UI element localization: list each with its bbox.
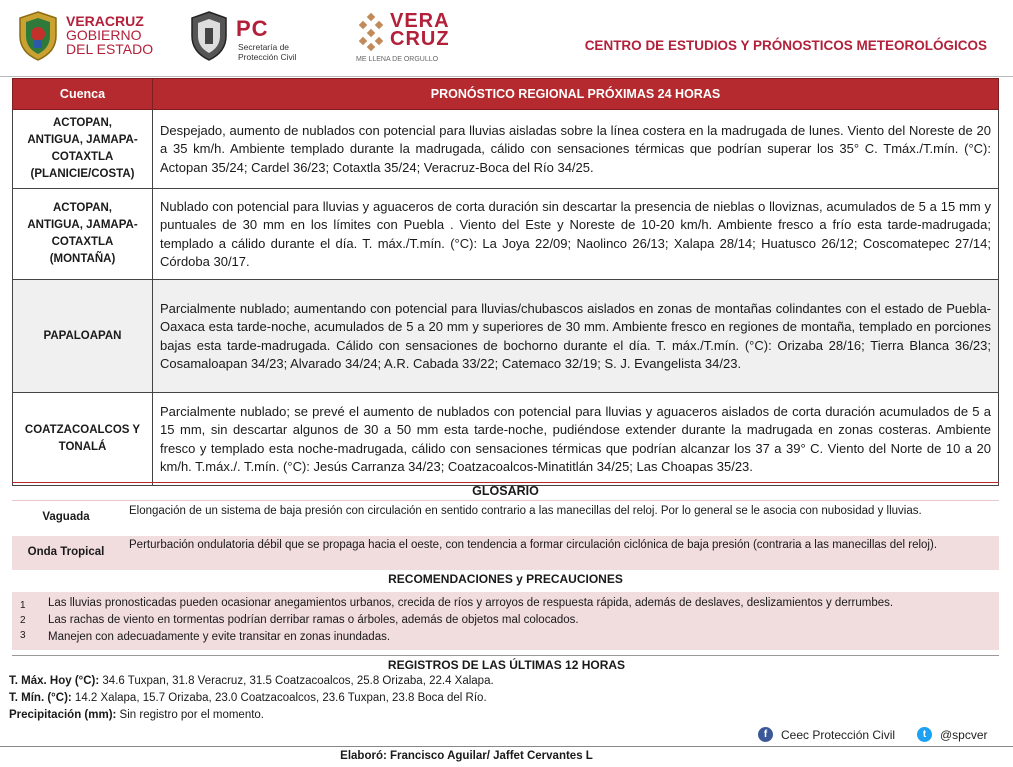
basin-line: PAPALOAPAN xyxy=(43,329,122,342)
glossary-item xyxy=(12,500,999,536)
gobierno-text xyxy=(66,14,153,56)
veracruz-tagline: ME LLENA DE ORGULLO xyxy=(356,56,439,63)
list-item-text: Las lluvias pronosticadas pueden ocasionar anegamientos urbanos, crecida de ríos y arroyos de respuesta rápida, además de deslaves, deslizamientos y derrumbes. xyxy=(48,597,894,609)
divider xyxy=(12,655,999,656)
forecast-table xyxy=(12,78,999,486)
veracruz-wordmark xyxy=(390,12,450,48)
table-row xyxy=(13,189,999,280)
twitter-icon: t xyxy=(917,727,932,742)
basin-line: COTAXTLA xyxy=(51,236,114,248)
records-tmax xyxy=(9,675,494,687)
basin-line: COTAXTLA xyxy=(51,151,114,163)
records-tmin-label: T. Mín. (°C): xyxy=(9,692,72,704)
basin-cell xyxy=(13,189,153,280)
list-item-text: Manejen con adecuadamente y evite transitar en zonas inundadas. xyxy=(48,631,391,643)
records-tmin-value: 14.2 Xalapa, 15.7 Orizaba, 23.0 Coatzacoalcos, 23.6 Tuxpan, 23.8 Boca del Río. xyxy=(71,692,487,704)
glossary-definition: Perturbación ondulatoria débil que se propaga hacia el oeste, con tendencia a formar circulación ciclónica de baja presión (contraria a las manecillas del reloj). xyxy=(129,539,938,551)
pc-subtitle xyxy=(238,42,297,62)
state-shield-icon xyxy=(16,10,60,62)
veracruz-emblem-icon xyxy=(354,12,388,52)
basin-line: (PLANICIE/COSTA) xyxy=(30,168,135,180)
recommendations-title: RECOMENDACIONES y PRECAUCIONES xyxy=(388,572,623,586)
author-credit: Elaboró: Francisco Aguilar/ Jaffet Cervantes L xyxy=(340,750,593,762)
basin-line: ANTIGUA, JAMAPA- xyxy=(27,219,138,231)
basin-line: ACTOPAN, xyxy=(53,202,112,214)
list-item-number: 1 xyxy=(20,600,26,611)
col-forecast-header: PRONÓSTICO REGIONAL PRÓXIMAS 24 HORAS xyxy=(153,79,999,110)
basin-cell xyxy=(13,110,153,189)
pc-subtitle-2: Protección Civil xyxy=(238,52,297,62)
header-divider xyxy=(0,76,1013,77)
basin-line: ACTOPAN, xyxy=(53,117,112,129)
veracruz-word-2: CRUZ xyxy=(390,28,450,50)
glossary-term: Vaguada xyxy=(42,511,90,523)
records-precip xyxy=(9,709,264,721)
table-row xyxy=(13,393,999,486)
veracruz-brand-logo xyxy=(354,8,450,66)
header xyxy=(0,0,1013,76)
glossary-definition: Elongación de un sistema de baja presión con circulación en sentido contrario a las manecillas del reloj. Por lo general se le asocia con nubosidad y lluvias. xyxy=(129,505,922,517)
table-row xyxy=(13,280,999,393)
gobierno-line2: GOBIERNO xyxy=(66,27,142,43)
center-title: CENTRO DE ESTUDIOS Y PRÓNOSTICOS METEOROLÓGICOS xyxy=(584,38,987,53)
basin-line: TONALÁ xyxy=(58,441,107,453)
facebook-label: Ceec Protección Civil xyxy=(781,727,896,742)
recommendations-list xyxy=(12,592,999,650)
list-item-text: Las rachas de viento en tormentas podrían derribar ramas o árboles, además de objetos mal colocados. xyxy=(48,614,579,626)
gobierno-line1: VERACRUZ xyxy=(66,13,144,29)
pc-subtitle-1: Secretaría de xyxy=(238,42,290,52)
records-precip-value: Sin registro por el momento. xyxy=(116,709,265,721)
forecast-cell: Parcialmente nublado; se prevé el aumento de nublados con potencial para lluvias y aguaceros aislados de corta duración acumulados de 5 a 15 mm, sin descartar algunos de 30 a 50 mm esta tarde-noche, pudiéndose extender durante la madrugada en zonas costeras. Ambiente fresco y templado esta noche-madrugada, cálido con sensaciones térmicas que podrían alcanzar los 37 a 39° C. Viento del Norte de 10 a 20 km/h. T.máx./. T.mín. (°C): Jesús Carranza 34/23; Coatzacoalcos-Minatitlán 34/25; Las Choapas 35/23. xyxy=(153,393,999,486)
veracruz-word-1: VERA xyxy=(390,10,450,32)
records-tmax-label: T. Máx. Hoy (°C): xyxy=(9,675,100,687)
pc-title: PC xyxy=(236,16,269,41)
basin-cell xyxy=(13,280,153,393)
basin-cell xyxy=(13,393,153,486)
list-item-number: 2 xyxy=(20,615,26,626)
gobierno-line3: DEL ESTADO xyxy=(66,41,154,57)
basin-line: (MONTAÑA) xyxy=(49,253,116,265)
forecast-header-row xyxy=(13,79,999,110)
glossary-title: GLOSARIO xyxy=(12,482,999,498)
table-row xyxy=(13,110,999,189)
twitter-label: @spcver xyxy=(940,727,988,742)
forecast-cell: Parcialmente nublado; aumentando con potencial para lluvias/chubascos aislados en zonas de montañas colindantes con el estado de Puebla-Oaxaca esta tarde-noche, acumulados de 5 a 20 mm y superiores de 30 mm. Ambiente fresco en regiones de montaña, templado en porciones bajas esta tarde-madrugada. Cálido con sensaciones de bochorno durante el día. T. máx./T.mín. (°C): Orizaba 28/16; Tierra Blanca 36/23; Cosamaloapan 34/23; Alvarado 34/24; A.R. Cabada 33/22; Catemaco 32/19; S. J. Evangelista 34/23. xyxy=(153,280,999,393)
forecast-cell: Despejado, aumento de nublados con potencial para lluvias aisladas sobre la línea costera en la madrugada de lunes. Viento del Noreste de 20 a 35 km/h. Ambiente templado durante la madrugada, cálido con sensaciones térmicas que podrían superar los 35° C. Tmáx./T.mín. (°C): Actopan 35/24; Cardel 36/23; Cotaxtla 35/24; Veracruz-Boca del Río 34/25. xyxy=(153,110,999,189)
facebook-icon: f xyxy=(758,727,773,742)
col-basin-header: Cuenca xyxy=(13,79,153,110)
records-tmin xyxy=(9,692,487,704)
basin-line: ANTIGUA, JAMAPA- xyxy=(27,134,138,146)
records-tmax-value: 34.6 Tuxpan, 31.8 Veracruz, 31.5 Coatzacoalcos, 25.8 Orizaba, 22.4 Xalapa. xyxy=(99,675,494,687)
gobierno-veracruz-logo xyxy=(14,8,174,66)
twitter-link[interactable] xyxy=(917,727,988,742)
records-precip-label: Precipitación (mm): xyxy=(9,709,117,721)
divider xyxy=(0,746,1013,747)
proteccion-civil-logo xyxy=(186,8,326,66)
basin-line: COATZACOALCOS Y xyxy=(24,424,141,436)
glossary-item xyxy=(12,536,999,570)
forecast-cell: Nublado con potencial para lluvias y aguaceros de corta duración sin descartar la presencia de nieblas o lloviznas, acumulados de 5 a 15 mm y puntuales de 30 mm en los límites con Puebla . Viento del Este y Noreste de 10-20 km/h. Ambiente fresco a frío esta tarde-madrugada; templado a cálido durante el día. T. máx./T.mín. (°C): La Joya 22/09; Naolinco 26/13; Xalapa 28/14; Huatusco 26/12; Coscomatepec 27/14; Córdoba 30/17. xyxy=(153,189,999,280)
records-title: REGISTROS DE LAS ÚLTIMAS 12 HORAS xyxy=(387,658,626,672)
glossary-term: Onda Tropical xyxy=(27,546,105,558)
facebook-link[interactable] xyxy=(758,727,895,742)
pc-shield-icon xyxy=(188,10,230,62)
list-item-number: 3 xyxy=(20,630,26,641)
